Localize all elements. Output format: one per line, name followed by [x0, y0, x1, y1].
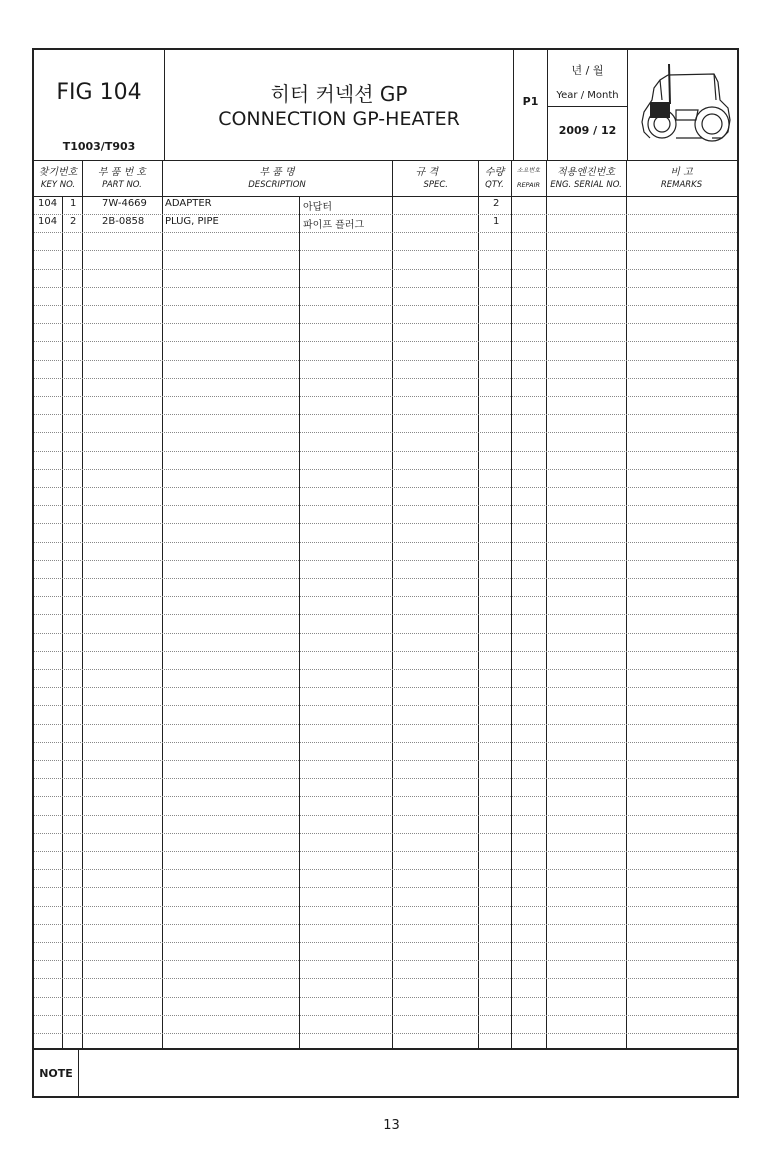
title-korean: 히터 커넥션 GP: [270, 82, 408, 106]
col-serial: 적용엔진번호 ENG. SERIAL NO.: [550, 167, 622, 190]
grid-row-line: [34, 815, 737, 816]
grid-row-line: [34, 669, 737, 670]
column-headers: [34, 160, 737, 197]
grid-column-line: [546, 160, 547, 1048]
parts-sheet: [32, 48, 739, 1098]
illustration-cell: [628, 50, 737, 160]
grid-row-line: [34, 523, 737, 524]
col-remarks: 비 고 REMARKS: [660, 167, 703, 190]
grid-row-line: [34, 1015, 737, 1016]
grid-row-line: [34, 833, 737, 834]
grid-row-line: [34, 578, 737, 579]
col-qty: 수량 QTY.: [484, 167, 505, 190]
grid-row-line: [34, 432, 737, 433]
col-key: 찾기번호 KEY NO.: [38, 167, 78, 190]
row2-desc-en: PLUG, PIPE: [165, 216, 219, 227]
grid-row-line: [34, 451, 737, 452]
page-code: P1: [522, 95, 539, 108]
grid-row-line: [34, 796, 737, 797]
grid-row-line: [34, 505, 737, 506]
grid-row-line: [34, 887, 737, 888]
row2-key: 2: [70, 216, 77, 227]
row2-part: 2B-0858: [102, 216, 145, 227]
tractor-icon: [636, 60, 732, 146]
fig-label: FIG 104: [56, 80, 142, 105]
grid-column-line: [511, 160, 512, 1048]
col-part: 부 품 번 호 PART NO.: [97, 167, 147, 190]
note-row: [34, 1048, 737, 1098]
grid-row-line: [34, 360, 737, 361]
page-number: 13: [383, 1118, 400, 1133]
grid-row-line: [34, 924, 737, 925]
grid-row-line: [34, 651, 737, 652]
year-month-value: 2009 / 12: [558, 124, 617, 137]
grid-column-line: [392, 160, 393, 1048]
row2-fig: 104: [38, 216, 58, 227]
grid-row-line: [34, 396, 737, 397]
year-month-ko: 년 / 월: [571, 64, 604, 77]
grid-row-line: [34, 960, 737, 961]
row1-fig: 104: [38, 198, 58, 209]
grid-row-line: [34, 269, 737, 270]
row1-desc-en: ADAPTER: [165, 198, 212, 209]
title-cell: [165, 50, 514, 160]
grid-row-line: [34, 323, 737, 324]
grid-row-line: [34, 869, 737, 870]
row2-qty: 1: [493, 216, 500, 227]
sheet-header: [34, 50, 737, 161]
grid-row-line: [34, 760, 737, 761]
grid-row-line: [34, 560, 737, 561]
grid-row-line: [34, 942, 737, 943]
grid-row-line: [34, 250, 737, 251]
note-label: NOTE: [34, 1050, 79, 1098]
grid-column-line: [82, 160, 83, 1048]
grid-row-line: [34, 633, 737, 634]
grid-row-line: [34, 542, 737, 543]
grid-row-line: [34, 906, 737, 907]
grid-row-line: [34, 724, 737, 725]
model-label: T1003/T903: [62, 140, 136, 153]
grid-column-line: [162, 160, 163, 1048]
grid-row-line: [34, 341, 737, 342]
grid-row-line: [34, 978, 737, 979]
row1-part: 7W-4669: [102, 198, 147, 209]
grid-row-line: [34, 997, 737, 998]
year-month-en: Year / Month: [556, 90, 619, 101]
grid-row-line: [34, 214, 737, 215]
grid-row-line: [34, 687, 737, 688]
col-spec: 규 격 SPEC.: [415, 167, 448, 190]
row1-desc-ko: 아답터: [303, 202, 332, 213]
row1-qty: 2: [493, 198, 500, 209]
grid-column-line: [478, 160, 479, 1048]
grid-row-line: [34, 287, 737, 288]
grid-row-line: [34, 742, 737, 743]
year-month-cell: [548, 50, 628, 160]
grid-row-line: [34, 705, 737, 706]
grid-row-line: [34, 305, 737, 306]
row1-key: 1: [70, 198, 77, 209]
grid-row-line: [34, 614, 737, 615]
grid-row-line: [34, 414, 737, 415]
grid-row-line: [34, 778, 737, 779]
row2-desc-ko: 파이프 플러그: [303, 220, 365, 231]
col-repair: 소요번호 REPAIR: [516, 167, 541, 189]
grid-row-line: [34, 596, 737, 597]
grid-row-line: [34, 851, 737, 852]
grid-row-line: [34, 469, 737, 470]
grid-row-line: [34, 378, 737, 379]
grid-row-line: [34, 232, 737, 233]
grid-row-line: [34, 1033, 737, 1034]
grid-column-line: [626, 160, 627, 1048]
page-code-cell: [514, 50, 548, 160]
title-english: CONNECTION GP-HEATER: [218, 108, 460, 130]
fig-cell: [34, 50, 165, 160]
col-desc: 부 품 명 DESCRIPTION: [248, 167, 306, 190]
grid-row-line: [34, 487, 737, 488]
